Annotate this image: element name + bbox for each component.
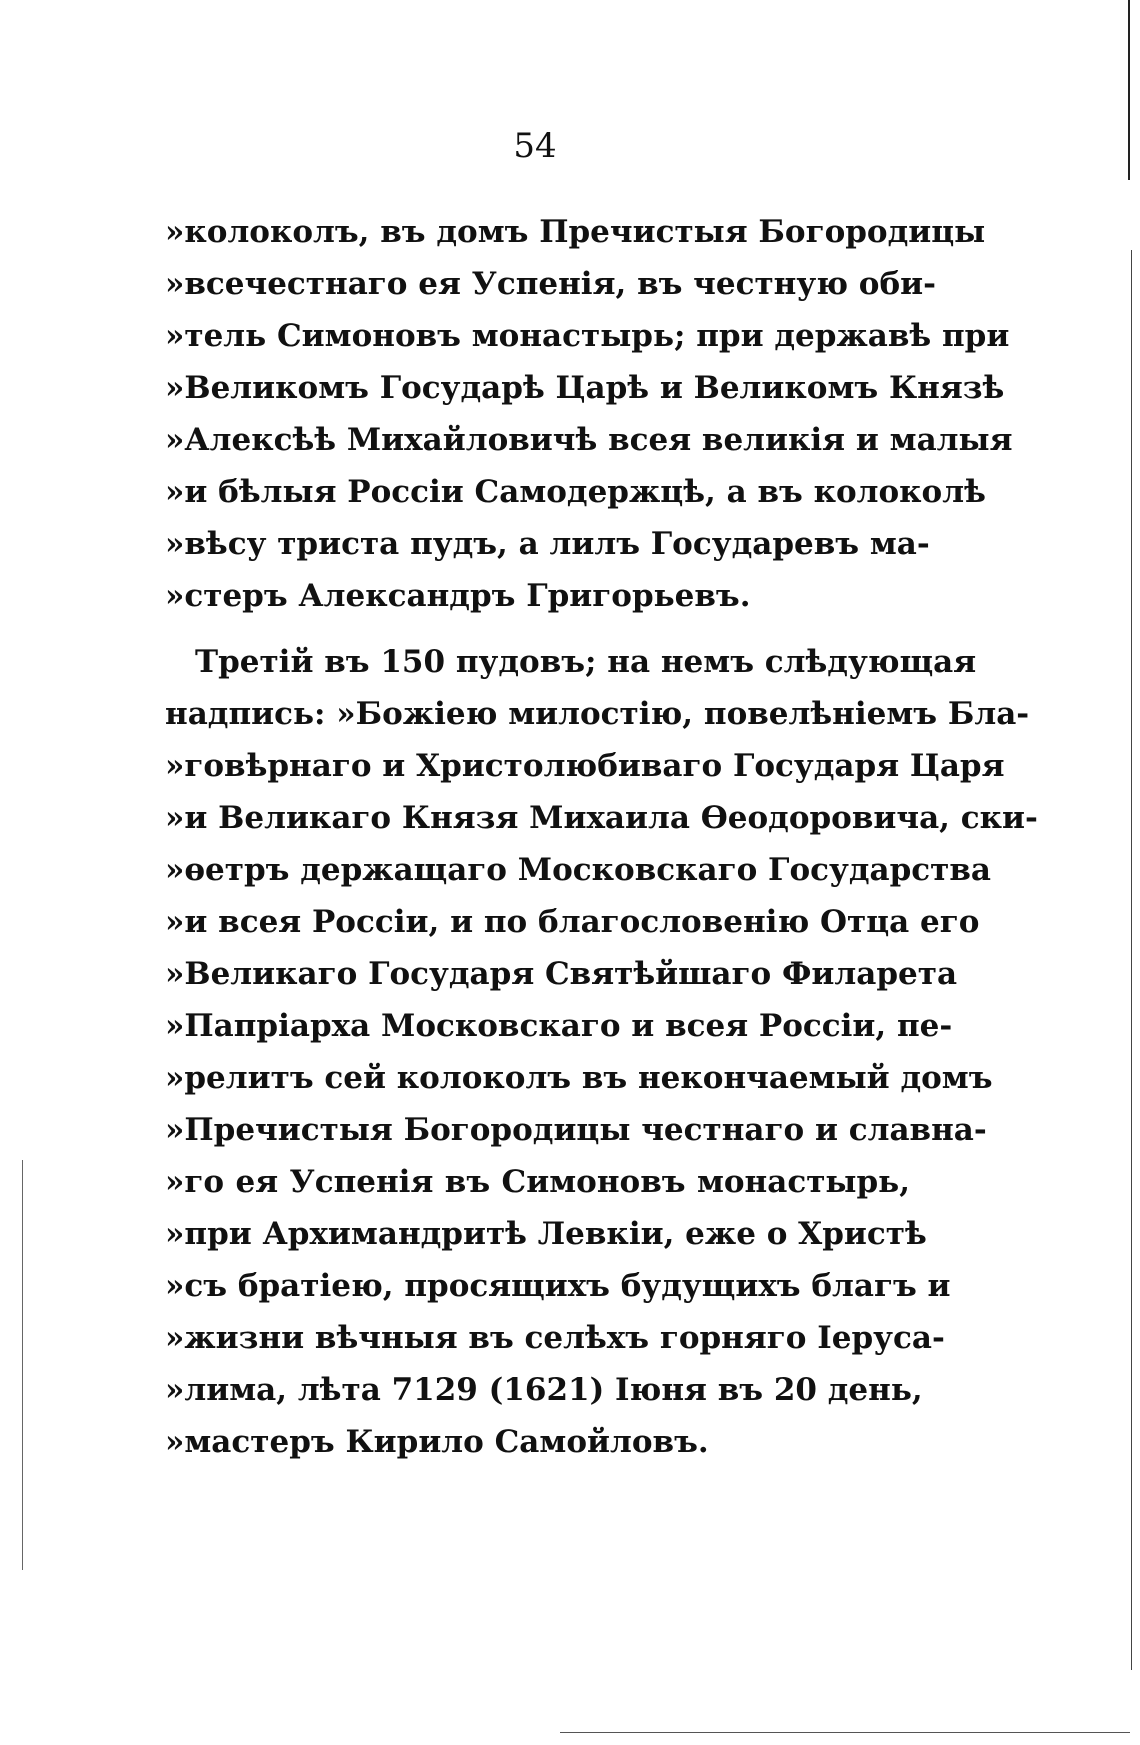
text-line: »Великаго Государя Святѣйшаго Филарета	[165, 956, 958, 992]
text-line: »всечестнаго ея Успенія, въ честную оби-	[165, 266, 937, 302]
text-line: »релитъ сей колоколъ въ некончаемый домъ	[165, 1060, 993, 1096]
text-line: »стеръ Александръ Григорьевъ.	[165, 578, 751, 614]
text-line: »лима, лѣта 7129 (1621) Іюня въ 20 день,	[165, 1372, 923, 1408]
scan-edge-line	[1131, 250, 1132, 1670]
text-line: »съ братіею, просящихъ будущихъ благъ и	[165, 1268, 951, 1304]
text-line: »тель Симоновъ монастырь; при державѣ при	[165, 318, 1010, 354]
scan-edge-line	[1128, 0, 1130, 180]
text-line: »при Архимандритѣ Левкіи, еже о Христѣ	[165, 1216, 927, 1252]
text-line: »Пречистыя Богородицы честнаго и славна-	[165, 1112, 987, 1148]
page-number: 54	[513, 126, 557, 166]
text-line: »и бѣлыя Россіи Самодержцѣ, а въ колоколѣ	[165, 474, 986, 510]
text-line: »Алексѣѣ Михайловичѣ всея великія и малыя	[165, 422, 1013, 458]
text-line: »жизни вѣчныя въ селѣхъ горняго Іеруса-	[165, 1320, 945, 1356]
paragraph-2	[165, 636, 1038, 1468]
text-line: »мастеръ Кирило Самойловъ.	[165, 1424, 709, 1460]
text-line: »Папріарха Московскаго и всея Россіи, пе-	[165, 1008, 953, 1044]
scan-edge-line	[22, 1160, 23, 1570]
text-line: »Великомъ Государѣ Царѣ и Великомъ Князѣ	[165, 370, 1005, 406]
text-line: »вѣсу триста пудъ, а лилъ Государевъ ма-	[165, 526, 930, 562]
text-line: »колоколъ, въ домъ Пречистыя Богородицы	[165, 214, 986, 250]
body-text	[165, 206, 1038, 1468]
paragraph-1	[165, 206, 1013, 622]
scan-edge-line	[560, 1732, 1130, 1733]
text-line: »өетръ держащаго Московскаго Государства	[165, 852, 991, 888]
text-line: »го ея Успенія въ Симоновъ монастырь,	[165, 1164, 910, 1200]
text-line: надпись: »Божіею милостію, повелѣніемъ Бла-	[165, 696, 1030, 732]
text-line: »и всея Россіи, и по благословенію Отца его	[165, 904, 980, 940]
text-line: »говѣрнаго и Христолюбиваго Государя Царя	[165, 748, 1005, 784]
text-line: »и Великаго Князя Михаила Өеодоровича, ски-	[165, 800, 1038, 836]
text-line: Третій въ 150 пудовъ; на немъ слѣдующая	[195, 644, 977, 680]
